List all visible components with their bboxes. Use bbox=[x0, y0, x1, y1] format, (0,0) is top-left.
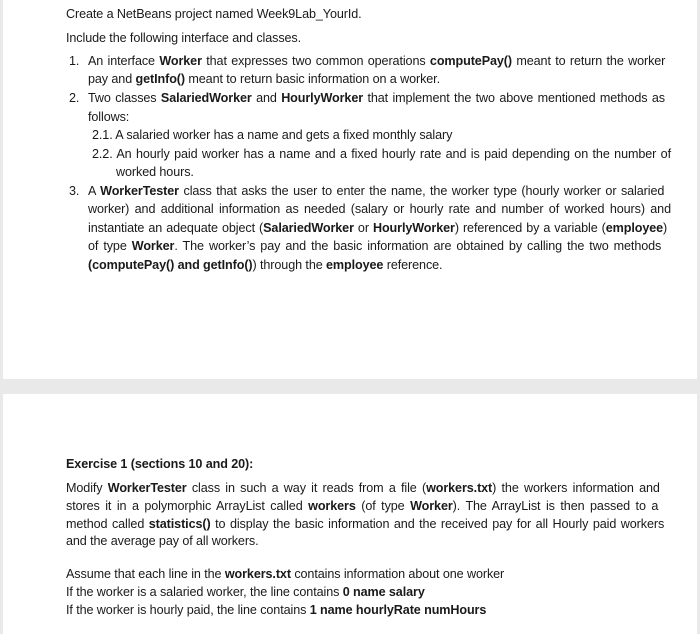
item-2-line-2: follows: bbox=[88, 110, 130, 124]
item-2-sub-2: 2.2. An hourly paid worker has a name and a fixed hourly rate and is paid depending on the number of bbox=[92, 147, 671, 161]
exercise-p1-line-4: and the average pay of all workers. bbox=[66, 534, 259, 548]
exercise-p2-line-3: If the worker is hourly paid, the line contains 1 name hourlyRate numHours bbox=[66, 603, 487, 617]
exercise-p1-line-3: method called statistics() to display the basic information and the received pay for all Hourly paid workers bbox=[66, 517, 665, 531]
task-heading: Create a NetBeans project named Week9Lab_YourId. bbox=[66, 7, 362, 21]
exercise-p2-line-2: If the worker is a salaried worker, the line contains 0 name salary bbox=[66, 585, 425, 599]
item-2-line-1: Two classes SalariedWorker and HourlyWorker that implement the two above mentioned methods as bbox=[88, 91, 665, 105]
exercise-title: Exercise 1 (sections 10 and 20): bbox=[66, 457, 254, 471]
item-2-sub-2-cont: worked hours. bbox=[116, 165, 194, 179]
document-page-1 bbox=[3, 0, 697, 379]
exercise-p1-line-2: stores it in a polymorphic ArrayList called workers (of type Worker). The ArrayList is then passed to a bbox=[66, 499, 659, 513]
interface-worker: Worker bbox=[159, 54, 202, 68]
item-3-line-2: worker) and additional information as needed (salary or hourly rate and number of worked hours) and bbox=[88, 202, 671, 216]
item-1-line-1: An interface Worker that expresses two common operations computePay() meant to return the worker bbox=[88, 54, 666, 68]
item-2-sub-1: 2.1. A salaried worker has a name and gets a fixed monthly salary bbox=[92, 128, 453, 142]
exercise-p1-line-1: Modify WorkerTester class in such a way it reads from a file (workers.txt) the workers information and bbox=[66, 481, 660, 495]
item-1-line-2: pay and getInfo() meant to return basic information on a worker. bbox=[88, 72, 440, 86]
item-2-number: 2. bbox=[69, 91, 80, 105]
item-3-line-5: (computePay() and getInfo()) through the employee reference. bbox=[88, 258, 443, 272]
exercise-p2-line-1: Assume that each line in the workers.txt contains information about one worker bbox=[66, 567, 505, 581]
method-getinfo: getInfo() bbox=[135, 72, 185, 86]
item-3-number: 3. bbox=[69, 184, 80, 198]
method-computepay: computePay() bbox=[429, 54, 512, 68]
item-3-line-1: A WorkerTester class that asks the user to enter the name, the worker type (hourly worker or salaried bbox=[88, 184, 665, 198]
item-3-line-4: of type Worker. The worker’s pay and the basic information are obtained by calling the two methods bbox=[88, 239, 662, 253]
item-1-number: 1. bbox=[69, 54, 80, 68]
item-3-line-3: instantiate an adequate object (SalariedWorker or HourlyWorker) referenced by a variable (employee) bbox=[88, 221, 668, 235]
document-page-2 bbox=[3, 394, 697, 634]
intro-text: Include the following interface and classes. bbox=[66, 31, 302, 45]
